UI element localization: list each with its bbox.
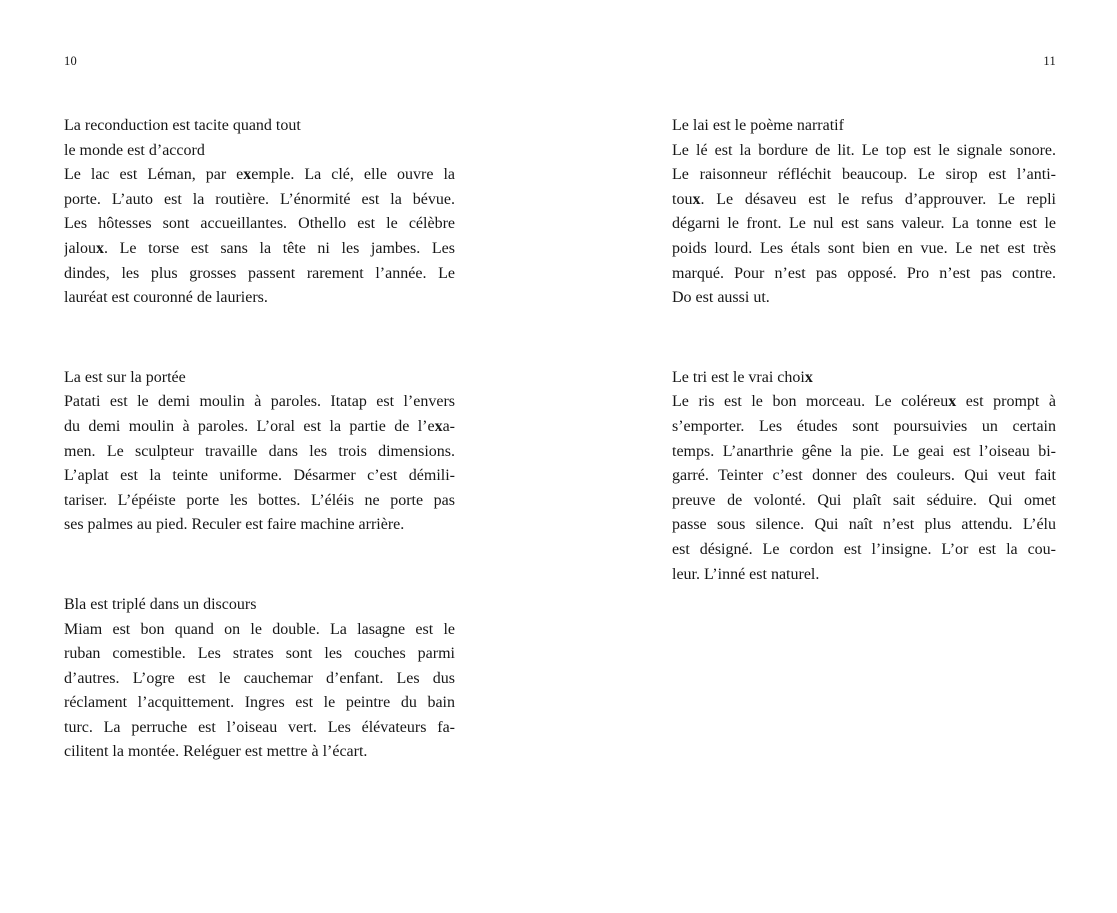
paragraph-heading-line: La est sur la portée (64, 368, 186, 386)
body-text-line: lauréat est couronné de lauriers. (64, 289, 268, 307)
body-text-line: temps. L’anarthrie gêne la pie. Le geai est l’oiseau bi- (672, 442, 1056, 460)
paragraph (64, 114, 455, 311)
page-number-right: 11 (1043, 54, 1056, 68)
body-text-line: dindes, les plus grosses passent rarement l’année. Le (64, 264, 455, 282)
body-text-line: toux. Le désaveu est le refus d’approuver. Le repli (672, 190, 1056, 208)
paragraph-heading-line: Le lai est le poème narratif (672, 117, 844, 134)
body-text-line: tariser. L’épéiste porte les bottes. L’éléis ne porte pas (64, 491, 455, 509)
page-number-left: 10 (64, 54, 78, 68)
bold-letter-x: x (804, 368, 813, 386)
bold-letter-x: x (948, 393, 957, 411)
body-text-line: leur. L’inné est naturel. (672, 565, 820, 583)
body-text-line: cilitent la montée. Reléguer est mettre à l’écart. (64, 743, 368, 761)
bold-letter-x: x (243, 166, 252, 184)
body-text-line: ses palmes au pied. Reculer est faire machine arrière. (64, 516, 405, 534)
body-text-line: d’autres. L’ogre est le cauchemar d’enfant. Les dus (64, 669, 455, 687)
body-text-line: Do est aussi ut. (672, 289, 770, 307)
body-text-line: turc. La perruche est l’oiseau vert. Les élévateurs fa- (64, 718, 455, 736)
paragraph-heading-line: Bla est triplé dans un discours (64, 595, 257, 613)
body-text-line: du demi moulin à paroles. L’oral est la partie de l’exa- (64, 417, 455, 435)
paragraph (672, 366, 1056, 587)
body-text-line: marqué. Pour n’est pas opposé. Pro n’est pas contre. (672, 264, 1056, 282)
bold-letter-x: x (692, 190, 701, 208)
body-text-line: jaloux. Le torse est sans la tête ni les jambes. Les (64, 239, 455, 257)
body-text-line: Le raisonneur réfléchit beaucoup. Le sirop est l’anti- (672, 166, 1056, 184)
body-text-line: Le lac est Léman, par exemple. La clé, elle ouvre la (64, 166, 455, 184)
paragraph (64, 593, 455, 765)
body-text-line: est désigné. Le cordon est l’insigne. L’or est la cou- (672, 540, 1056, 558)
body-text-line: L’aplat est la teinte uniforme. Désarmer c’est démili- (64, 467, 455, 485)
text-column-right (672, 114, 1056, 587)
body-text-line: réclament l’acquittement. Ingres est le peintre du bain (64, 694, 455, 712)
body-text-line: dégarni le front. Le nul est sans valeur. La tonne est le (672, 215, 1056, 233)
text-column-left (64, 114, 455, 765)
paragraph (64, 366, 455, 538)
bold-letter-x: x (434, 417, 443, 435)
body-text-line: Patati est le demi moulin à paroles. Itatap est l’envers (64, 393, 455, 411)
paragraph-heading-line: le monde est d’accord (64, 141, 205, 159)
body-text-line: passe sous silence. Qui naît n’est plus attendu. L’élu (672, 516, 1056, 534)
body-text-line: Le lé est la bordure de lit. Le top est le signale sonore. (672, 141, 1056, 159)
body-text-line: garré. Teinter c’est donner des couleurs. Qui veut fait (672, 467, 1056, 485)
body-text-line: poids lourd. Les étals sont bien en vue. Le net est très (672, 239, 1056, 257)
body-text-line: men. Le sculpteur travaille dans les trois dimensions. (64, 442, 455, 460)
paragraph (672, 114, 1056, 311)
body-text-line: Les hôtesses sont accueillantes. Othello est le célèbre (64, 215, 455, 233)
body-text-line: preuve de volonté. Qui plaît sait séduire. Qui omet (672, 491, 1056, 509)
body-text-line: ruban comestible. Les strates sont les couches parmi (64, 645, 455, 663)
body-text-line: Le ris est le bon morceau. Le coléreux est prompt à (672, 393, 1056, 411)
body-text-line: s’emporter. Les études sont poursuivies un certain (672, 417, 1056, 435)
paragraph-heading-line: La reconduction est tacite quand tout (64, 117, 301, 134)
bold-letter-x: x (96, 239, 104, 257)
body-text-line: Miam est bon quand on le double. La lasagne est le (64, 620, 455, 638)
paragraph-heading-line: Le tri est le vrai choix (672, 368, 813, 386)
body-text-line: porte. L’auto est la routière. L’énormité est la bévue. (64, 190, 455, 208)
